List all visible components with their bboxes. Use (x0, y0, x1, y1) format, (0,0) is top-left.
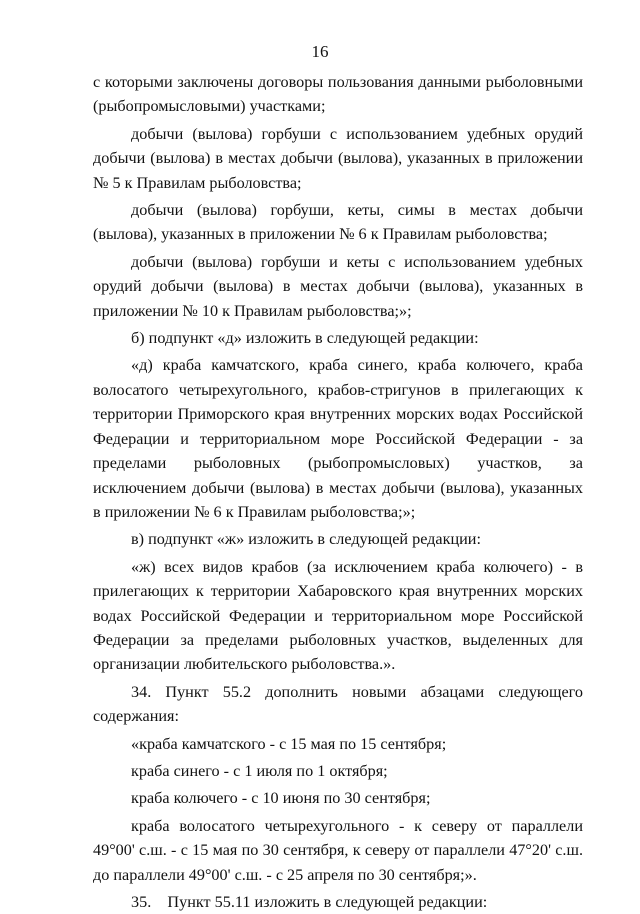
page-number: 16 (311, 42, 329, 61)
paragraph-1: с которыми заключены договоры пользования данными рыболовными (рыбопромысловыми) участками; (93, 73, 583, 116)
paragraph-12: краба колючего - с 10 июня по 30 сентября; (131, 789, 431, 808)
paragraph-6: «д) краба камчатского, краба синего, краба колючего, краба волосатого четырехугольного, крабов-стригунов в прилегающих к территории Приморского края внутренних морских водах Российской Федерации и территориальном море Российской Федерации - за пределами рыболовных (рыбопромысловых) участков, за исключением добычи (вылова) в местах добычи (вылова), указанных в приложении № 6 к Правилам рыболовства;»; (93, 356, 583, 521)
paragraph-11: краба синего - с 1 июля по 1 октября; (131, 761, 388, 780)
paragraph-9: 34. Пункт 55.2 дополнить новыми абзацами следующего содержания: (93, 682, 583, 726)
paragraph-5: б) подпункт «д» изложить в следующей редакции: (131, 329, 479, 348)
paragraph-14: 35. Пункт 55.11 изложить в следующей редакции: (131, 893, 488, 911)
document-body (93, 70, 583, 914)
paragraph-3: добычи (вылова) горбуши, кеты, симы в местах добычи (вылова), указанных в приложении № 6 к Правилам рыболовства; (93, 201, 583, 244)
paragraph-10: «краба камчатского - с 15 мая по 15 сентября; (131, 734, 447, 753)
paragraph-2: добычи (вылова) горбуши с использованием удебных орудий добычи (вылова) в местах добычи (вылова), указанных в приложении № 5 к Правилам рыболовства; (93, 124, 583, 192)
paragraph-7: в) подпункт «ж» изложить в следующей редакции: (131, 530, 481, 549)
paragraph-4: добычи (вылова) горбуши и кеты с использованием удебных орудий добычи (вылова) в местах добычи (вылова), указанных в приложении № 10 к Правилам рыболовства;»; (93, 252, 583, 320)
paragraph-8: «ж) всех видов крабов (за исключением краба колючего) - в прилегающих к территории Хабаровского края внутренних морских водах Российской Федерации и территориальном море Российской Федерации за пределами рыболовных участков, выделенных для организации любительского рыболовства.». (93, 557, 583, 674)
paragraph-13: краба волосатого четырехугольного - к северу от параллели 49°00' с.ш. - с 15 мая по 30 сентября, к северу от параллели 47°20' с.ш. до параллели 49°00' с.ш. - с 25 апреля по 30 сентября;». (93, 816, 583, 884)
